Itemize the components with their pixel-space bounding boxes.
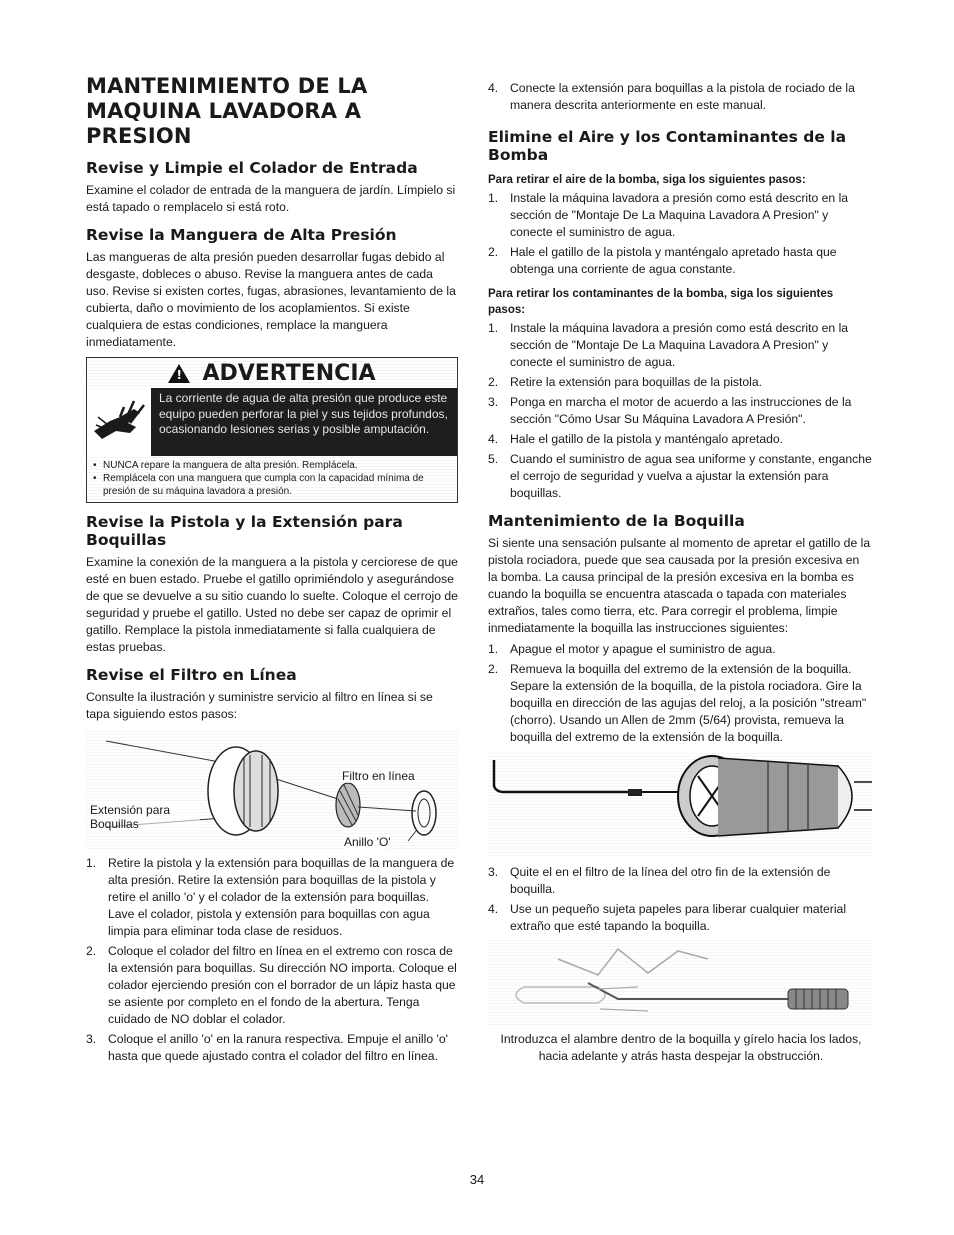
inline-filter-figure: [86, 729, 458, 851]
section-heading-nozzle-maintenance: Mantenimiento de la Boquilla: [488, 512, 745, 530]
list-item: 2. Hale el gatillo de la pistola y manténgalo apretado hasta que obtenga una corriente de agua constante.: [488, 245, 837, 276]
label-o-ring: Anillo 'O': [344, 835, 391, 849]
warning-triangle-icon: [168, 364, 190, 383]
list-item: 2. Remueva la boquilla del extremo de la extensión de la boquilla. Separe la extensión de la boquilla, de la pistola rociadora. Gire la boquilla en dirección de las agujas del reloj, a la posición "stream" (chorro). Usando un Allen de 2mm (5/64) provista, remueva la boquilla del extremo de la extensión de la boquilla.: [488, 662, 867, 744]
list-item: 1. Retire la pistola y la extensión para boquillas de la manguera de alta presión. Retire la extensión para boquillas de la pistola y retire el anillo 'o' y el colador de la extensión para boquillas. Lave el colador, pistola y extensión para boquillas con agua limpia para eliminar toda clase de residuos.: [86, 856, 455, 938]
hand-injury-icon: [87, 388, 151, 456]
list-item: 3. Ponga en marcha el motor de acuerdo a las instrucciones de la sección "Cómo Usar Su Máquina Lavadora A Presión".: [488, 395, 852, 426]
list-item: 1. Instale la máquina lavadora a presión como está descrito en la sección de "Montaje De La Maquina Lavadora A Presion" y conecte el suministro de agua.: [488, 191, 849, 239]
nozzle-removal-figure: [488, 752, 872, 858]
label-inline-filter: Filtro en línea: [342, 769, 415, 783]
contaminant-steps: [488, 320, 872, 502]
air-steps: [488, 190, 872, 278]
list-item: 1. Apague el motor y apague el suministro de agua.: [488, 642, 776, 656]
right-column: [488, 80, 872, 1065]
page-number: 34: [469, 1172, 485, 1187]
list-item: 5. Cuando el suministro de agua sea uniforme y constante, enganche el cerrojo de seguridad y vuelva a ajustar la extensión para boquillas.: [488, 452, 872, 500]
paper-clip-caption: Introduzca el alambre dentro de la boquilla y gírelo hacia los lados, hacia adelante y atrás hasta despejar la obstrucción.: [500, 1032, 862, 1063]
section-text-inline-filter: Consulte la ilustración y suministre servicio al filtro en línea si se tapa siguiendo estos pasos:: [86, 690, 433, 721]
warning-bullet: • Remplácela con una manguera que cumpla con la capacidad mínima de presión de su máquina lavadora a presión.: [93, 472, 451, 498]
nozzle-steps-b: [488, 864, 872, 935]
list-item: 4. Conecte la extensión para boquillas a la pistola de rociado de la manera descrita anteriormente en este manual.: [488, 81, 855, 112]
label-nozzle-extension: Extensión para Boquillas: [90, 803, 200, 831]
nozzle-steps-a: [488, 641, 872, 746]
warning-danger-text: La corriente de agua de alta presión que produce este equipo pueden perforar la piel y sus tejidos profundos, ocasionando lesiones serias y posible amputación.: [151, 388, 457, 456]
warning-bullet: • NUNCA repare la manguera de alta presión. Remplácela.: [93, 459, 451, 472]
paper-clip-figure: [488, 939, 872, 1027]
section-text-high-pressure-hose: Las mangueras de alta presión pueden desarrollar fugas debido al desgaste, dobleces o abuso. Revise la manguera antes de cada uso. Revise si existen cortes, fugas, abrasiones, levantamiento de la cubierta, daño o movimiento de los acoplamientos. Si existe cualquiera de estas condiciones, remplace la manguera inmediatamente.: [86, 250, 456, 349]
warning-box: [86, 357, 458, 503]
list-item: 2. Coloque el colador del filtro en línea en el extremo con rosca de la extensión para boquillas. Su dirección NO importa. Coloque el colador ejerciendo presión con el borrador de un lápiz hasta que se asiente por completo en el fondo de la abertura. Tenga cuidado de NO doblar el colador.: [86, 944, 457, 1026]
warning-header: [87, 358, 457, 388]
section-text-nozzle-maintenance: Si siente una sensación pulsante al momento de apretar el gatillo de la pistola rociadora, puede que sea causada por la presión excesiva en la bomba. La causa principal de la presión excesiva en la bomba es cuando la boquilla se encuentra atascada o tapada con materiales extraños, tales como tierra, etc. Para corregir el problema, limpie inmediatamente la boquilla las instrucciones siguientes:: [488, 536, 871, 635]
section-text-gun-extension: Examine la conexión de la manguera a la pistola y cerciorese de que esté en buen estado. Pruebe el gatillo oprimiéndolo y asegurándose de que se devuelve a su sitio cuando lo suelte. Coloque el cerrojo de seguridad y pruebe el gatillo. Usted no debe ser capaz de oprimir el gatillo. Remplace la pistola inmediatamente si falla cualquiera de estas pruebas.: [86, 555, 458, 654]
subheading-contaminants: Para retirar los contaminantes de la bomba, siga los siguientes pasos:: [488, 288, 834, 316]
page-title: MANTENIMIENTO DE LA MAQUINA LAVADORA A PRESION: [86, 74, 368, 148]
inline-filter-illustration: [86, 729, 458, 851]
continued-steps: [488, 80, 872, 114]
list-item: 1. Instale la máquina lavadora a presión como está descrito en la sección de "Montaje De La Maquina Lavadora A Presion" y conecte el suministro de agua.: [488, 321, 849, 369]
warning-body: [87, 388, 457, 456]
allen-wrench-nozzle-illustration: [488, 752, 872, 858]
list-item: 4. Hale el gatillo de la pistola y manténgalo apretado.: [488, 432, 784, 446]
section-heading-high-pressure-hose: Revise la Manguera de Alta Presión: [86, 226, 397, 244]
subheading-air: Para retirar el aire de la bomba, siga los siguientes pasos:: [488, 174, 806, 186]
section-heading-inline-filter: Revise el Filtro en Línea: [86, 666, 297, 684]
section-heading-inlet-strainer: Revise y Limpie el Colador de Entrada: [86, 159, 418, 177]
inline-filter-steps: [86, 855, 458, 1065]
list-item: 2. Retire la extensión para boquillas de la pistola.: [488, 375, 763, 389]
list-item: 3. Coloque el anillo 'o' en la ranura respectiva. Empuje el anillo 'o' hasta que quede ajustado contra el colador del filtro en línea.: [86, 1032, 448, 1063]
section-heading-gun-extension: Revise la Pistola y la Extensión para Boquillas: [86, 513, 403, 549]
warning-symbol: !: [176, 367, 182, 382]
warning-bullet-list: [87, 456, 457, 502]
left-column: [86, 74, 458, 1068]
section-heading-purge-pump: Elimine el Aire y los Contaminantes de la Bomba: [488, 128, 847, 164]
warning-title: ADVERTENCIA: [202, 360, 376, 386]
list-item: 3. Quite el en el filtro de la línea del otro fin de la extensión de boquilla.: [488, 865, 831, 896]
list-item: 4. Use un pequeño sujeta papeles para liberar cualquier material extraño que esté tapando la boquilla.: [488, 902, 847, 933]
paper-clip-nozzle-illustration: [488, 939, 872, 1027]
section-text-inlet-strainer: Examine el colador de entrada de la manguera de jardín. Límpielo si está tapado o remplacelo si está roto.: [86, 183, 456, 214]
